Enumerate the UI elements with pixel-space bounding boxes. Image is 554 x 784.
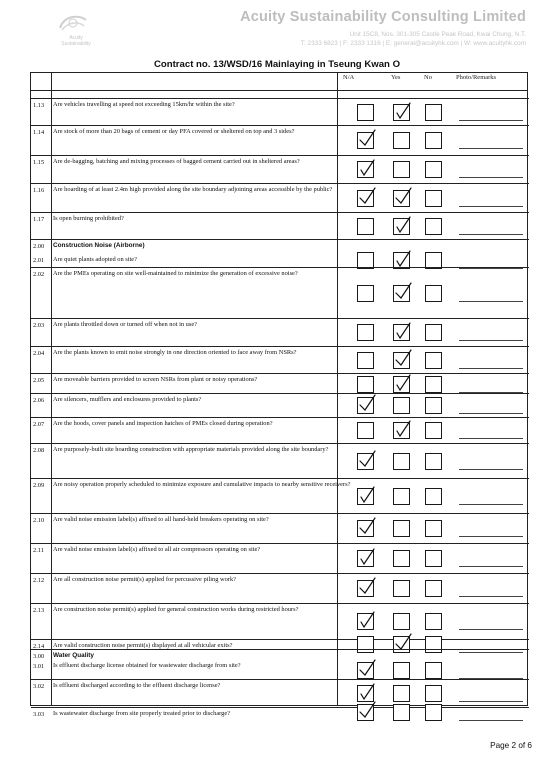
checkbox-na[interactable] [357,397,374,414]
checkmark-icon [357,158,377,179]
checkbox-yes[interactable] [393,685,410,702]
company-logo [46,12,106,52]
checkmark-icon [393,373,413,394]
checklist-row [31,478,529,513]
question-text: Are the PMEs operating on site well-maintained to minimize the generation of excessive noise? [53,270,298,277]
checkbox-na[interactable] [357,104,374,121]
checklist-table [30,72,528,718]
checklist-row [31,513,529,543]
checkbox-no[interactable] [425,550,442,567]
checkbox-no[interactable] [425,580,442,597]
checklist-row [31,239,529,253]
checkbox-yes[interactable] [393,397,410,414]
checkbox-yes[interactable] [393,352,410,369]
logo-swoosh-icon [56,12,90,34]
checklist-row [31,183,529,212]
question-text: Are quiet plants adopted on site? [53,256,137,263]
checklist-row [31,417,529,443]
checkmark-icon [393,349,413,370]
checkbox-na[interactable] [357,613,374,630]
item-number: 2.11 [33,547,44,554]
checkbox-na[interactable] [357,161,374,178]
checkmark-icon [357,610,377,631]
checklist-row [31,98,529,125]
checkbox-no[interactable] [425,422,442,439]
question-text: Are construction noise permit(s) applied for general construction works during restricted hours? [53,606,299,613]
checkbox-yes[interactable] [393,613,410,630]
checkmark-icon [357,187,377,208]
checkmark-icon [357,450,377,471]
item-number: 1.17 [33,216,45,223]
checkbox-na[interactable] [357,285,374,302]
remarks-field[interactable] [459,438,523,440]
checklist-row [31,212,529,239]
remarks-field[interactable] [459,629,523,631]
remarks-field[interactable] [459,340,523,342]
remarks-field[interactable] [459,234,523,236]
checklist-row [31,543,529,573]
checkbox-na[interactable] [357,662,374,679]
checkbox-na[interactable] [357,520,374,537]
checkbox-yes[interactable] [393,520,410,537]
item-number: 3.02 [33,683,45,690]
checkbox-yes[interactable] [393,376,410,393]
checkbox-na[interactable] [357,685,374,702]
checkmark-icon [393,101,413,122]
checkbox-na[interactable] [357,190,374,207]
checklist-row [31,253,529,267]
checkmark-icon [357,394,377,415]
remarks-field[interactable] [459,120,523,122]
checkbox-no[interactable] [425,613,442,630]
item-number: 2.13 [33,607,45,614]
question-text: Is open burning prohibited? [53,215,124,222]
question-text: Are stock of more than 20 bags of cement or day PFA covered or sheltered on top and 3 sides? [53,128,295,135]
checkbox-no[interactable] [425,397,442,414]
checkmark-icon [393,282,413,303]
question-text: Are vehicles travelling at speed not exceeding 15km/hr within the site? [53,101,235,108]
question-text: Are valid noise emission label(s) affixed to all air compressors operating on site? [53,546,261,553]
checkbox-na[interactable] [357,422,374,439]
checkbox-na[interactable] [357,453,374,470]
checklist-row [31,573,529,603]
checkbox-na[interactable] [357,550,374,567]
checkbox-na[interactable] [357,704,374,721]
checkbox-yes[interactable] [393,218,410,235]
item-number: 2.08 [33,447,45,454]
question-text: Are de-bagging, batching and mixing processes of bagged cement carried out in sheltered areas? [53,158,300,165]
document-title: Contract no. 13/WSD/16 Mainlaying in Tseung Kwan O [153,59,401,70]
checkbox-yes[interactable] [393,580,410,597]
checkbox-yes[interactable] [393,285,410,302]
question-text: Is effluent discharged according to the effluent discharge license? [53,682,221,689]
item-number: 3.00 [33,653,45,660]
checkbox-no[interactable] [425,376,442,393]
item-number: 2.06 [33,397,45,404]
company-name: Acuity Sustainability Consulting Limited [240,9,526,25]
checklist-row [31,373,529,393]
checklist-row [31,679,529,707]
column-header-yes: Yes [391,74,401,81]
checkbox-na[interactable] [357,132,374,149]
question-text: Are valid construction noise permit(s) displayed at all vehicular exits? [53,642,233,649]
checkbox-yes[interactable] [393,104,410,121]
checkmark-icon [393,187,413,208]
checklist-row [31,346,529,373]
remarks-field[interactable] [459,177,523,179]
checkmark-icon [357,659,377,680]
checkbox-no[interactable] [425,704,442,721]
item-number: 2.09 [33,482,45,489]
company-address: Unit 15C8, Nos. 301-305 Castle Peak Road, Kwai Chung, N.T. [349,31,526,38]
checkbox-na[interactable] [357,376,374,393]
checkmark-icon [357,701,377,722]
question-text: Are the hoods, cover panels and inspection hatches of PMEs closed during operation? [53,420,273,427]
checkbox-no[interactable] [425,488,442,505]
question-text: Are the plants known to emit noise strongly in one direction oriented to face away from NSRs? [53,349,297,356]
checkbox-no[interactable] [425,104,442,121]
checkmark-icon [393,215,413,236]
letterhead [206,9,526,48]
question-text: Are valid noise emission label(s) affixed to all hand-held breakers operating on site? [53,516,269,523]
remarks-field[interactable] [459,413,523,415]
checkbox-yes[interactable] [393,662,410,679]
checkbox-na[interactable] [357,488,374,505]
section-heading: Construction Noise (Airborne) [53,242,145,249]
checkbox-no[interactable] [425,352,442,369]
item-number: 1.14 [33,129,45,136]
checkbox-na[interactable] [357,352,374,369]
checkbox-no[interactable] [425,520,442,537]
company-contact: T: 2333 6823 | F: 2333 1316 | E: general@acuityhk.com | W: www.acuityhk.com [300,40,526,47]
item-number: 2.00 [33,243,45,250]
remarks-field[interactable] [459,596,523,598]
item-number: 3.03 [33,711,45,718]
checkbox-no[interactable] [425,685,442,702]
checkbox-na[interactable] [357,324,374,341]
question-text: Is wastewater discharge from site properly treated prior to discharge? [53,710,231,717]
checkmark-icon [357,547,377,568]
checklist-row [31,318,529,346]
header-divider [31,90,527,91]
checkmark-icon [357,129,377,150]
item-number: 2.02 [33,271,45,278]
checkbox-no[interactable] [425,132,442,149]
checkbox-no[interactable] [425,218,442,235]
question-text: Are moveable barriers provided to screen NSRs from plant or noisy operations? [53,376,258,383]
checkmark-icon [357,517,377,538]
remarks-field[interactable] [459,469,523,471]
item-number: 1.13 [33,102,45,109]
item-number: 2.01 [33,257,45,264]
checklist-row [31,659,529,679]
column-header-no: No [424,74,432,81]
remarks-field[interactable] [459,301,523,303]
question-text: Are noisy operation properly scheduled to minimize exposure and cumulative impacts to nearby sensitive receivers? [53,481,351,488]
checkbox-no[interactable] [425,453,442,470]
page-number: Page 2 of 6 [490,741,532,750]
remarks-field[interactable] [459,566,523,568]
checkbox-yes[interactable] [393,488,410,505]
checkbox-na[interactable] [357,580,374,597]
question-text: Are hoarding of at least 2.4m high provided along the site boundary adjoining areas accessible by the public? [53,186,333,193]
checkbox-yes[interactable] [393,422,410,439]
checklist-row [31,125,529,155]
checkbox-yes[interactable] [393,161,410,178]
item-number: 1.16 [33,187,45,194]
checkbox-yes[interactable] [393,190,410,207]
checklist-row [31,267,529,318]
checklist-row [31,393,529,417]
checkmark-icon [357,485,377,506]
checklist-row [31,603,529,639]
checklist-row [31,443,529,478]
remarks-field[interactable] [459,701,523,703]
column-header-na: N/A [343,74,355,81]
checkbox-no[interactable] [425,285,442,302]
remarks-field[interactable] [459,368,523,370]
checkbox-no[interactable] [425,662,442,679]
question-text: Is effluent discharge license obtained for wastewater discharge from site? [53,662,241,669]
checkbox-no[interactable] [425,161,442,178]
remarks-field[interactable] [459,504,523,506]
item-number: 2.12 [33,577,45,584]
item-number: 2.14 [33,643,45,650]
question-text: Are all construction noise permit(s) applied for percussive piling work? [53,576,236,583]
checkmark-icon [357,682,377,703]
item-number: 3.01 [33,663,45,670]
item-number: 2.03 [33,322,45,329]
checkbox-yes[interactable] [393,704,410,721]
logo-text-line2: Sustainability [61,41,91,47]
checkmark-icon [357,577,377,598]
question-text: Are purposely-built site hoarding construction with appropriate materials provided along the site boundary? [53,446,329,453]
checkbox-no[interactable] [425,190,442,207]
checkbox-na[interactable] [357,218,374,235]
checklist-row [31,707,529,719]
checklist-row [31,155,529,183]
remarks-field[interactable] [459,148,523,150]
remarks-field[interactable] [459,720,523,722]
checkbox-yes[interactable] [393,132,410,149]
remarks-field[interactable] [459,206,523,208]
checkbox-yes[interactable] [393,324,410,341]
item-number: 2.05 [33,377,45,384]
item-number: 2.07 [33,421,45,428]
logo-text-line1: Acuity [69,35,83,41]
item-number: 2.04 [33,350,45,357]
item-number: 1.15 [33,159,45,166]
remarks-field[interactable] [459,536,523,538]
checkbox-no[interactable] [425,324,442,341]
section-heading: Water Quality [53,652,94,659]
checkmark-icon [393,419,413,440]
question-text: Are plants throttled down or turned off when not in use? [53,321,197,328]
checkmark-icon [393,321,413,342]
checkbox-yes[interactable] [393,550,410,567]
question-text: Are silencers, mufflers and enclosures provided to plants? [53,396,202,403]
checkbox-yes[interactable] [393,453,410,470]
item-number: 2.10 [33,517,45,524]
column-header-remarks: Photo/Remarks [456,74,497,81]
